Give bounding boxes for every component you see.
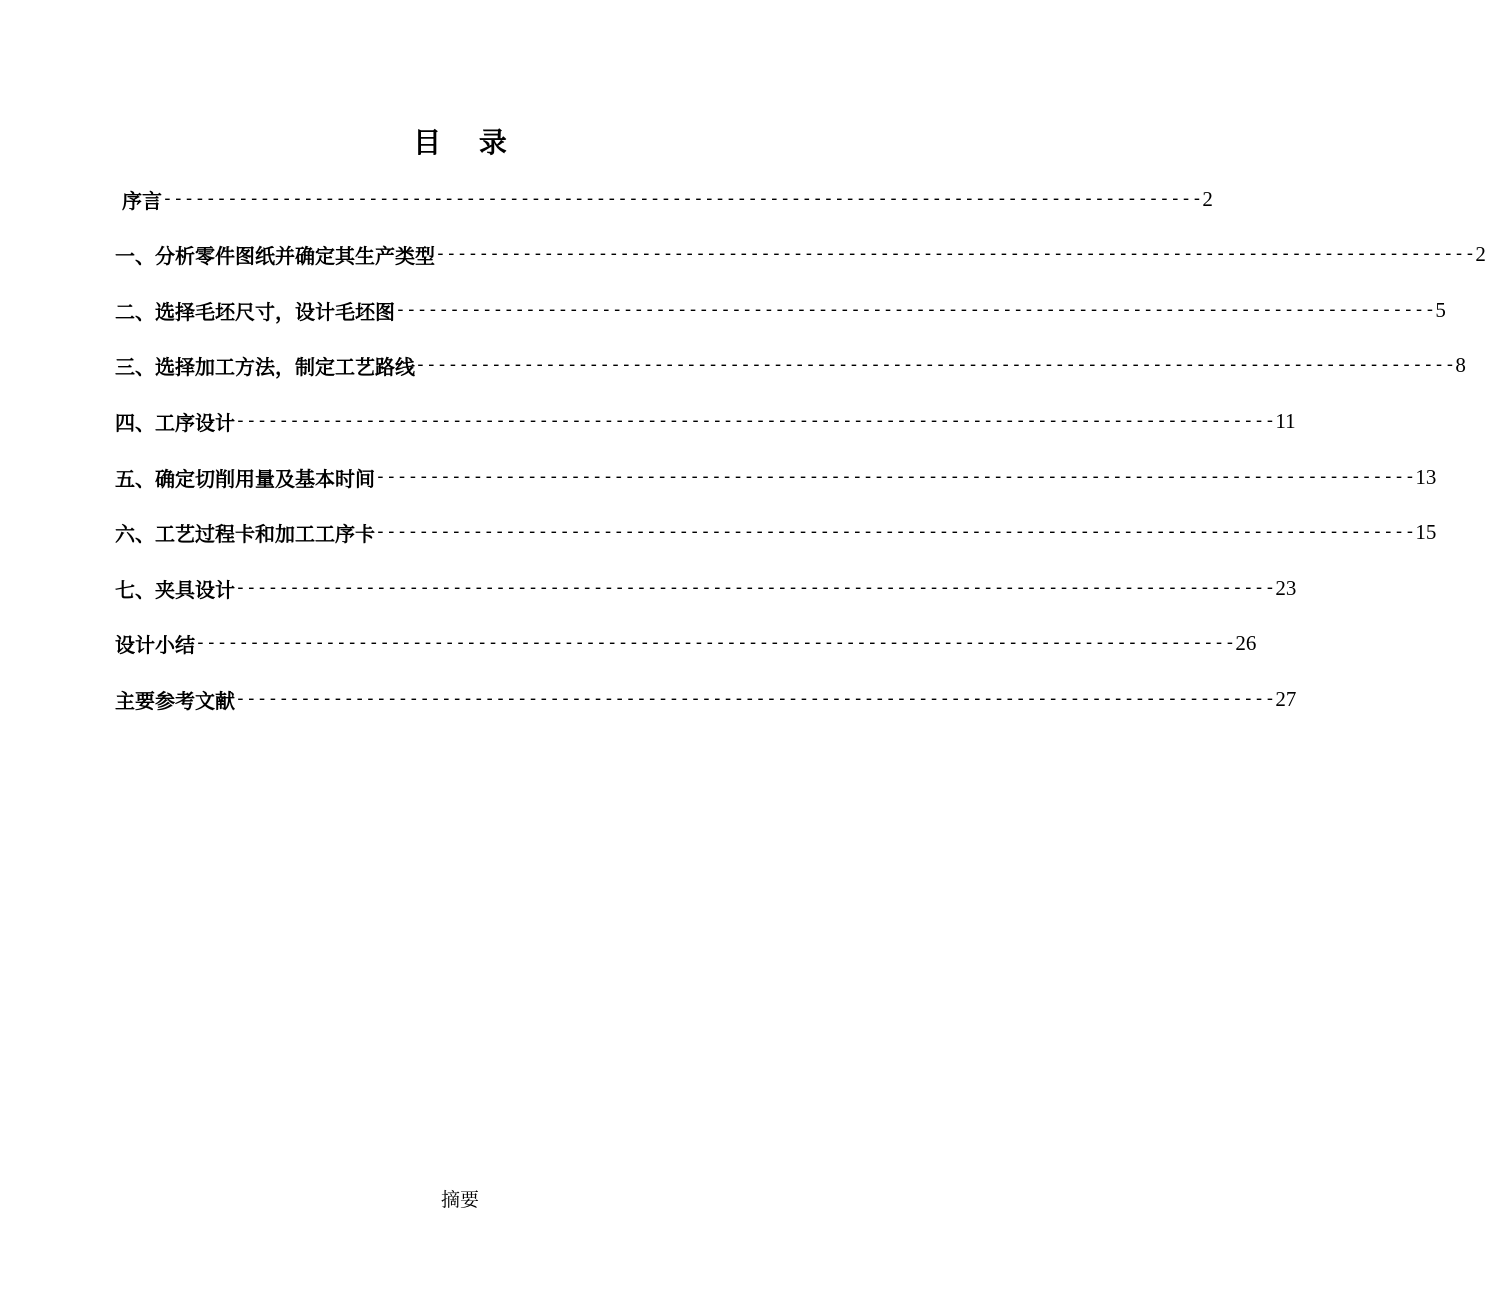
toc-leader-dashes: ------------------------------------------------------------------------------------------------: [235, 577, 1276, 598]
toc-entry-4[interactable]: [115, 404, 1296, 438]
toc-leader-dashes: ------------------------------------------------------------------------------------------------: [375, 521, 1416, 542]
toc-entry-label: 序言: [122, 188, 162, 213]
toc-entry-6[interactable]: [115, 515, 1437, 549]
toc-leader-dashes: ------------------------------------------------------------------------------------------------: [195, 632, 1236, 653]
toc-entry-3[interactable]: [115, 348, 1466, 382]
toc-entry-label: 七、夹具设计: [115, 577, 235, 602]
toc-entry-label: 六、工艺过程卡和加工工序卡: [115, 521, 375, 546]
toc-leader-dashes: ------------------------------------------------------------------------------------------------: [162, 188, 1203, 209]
toc-leader-dashes: ------------------------------------------------------------------------------------------------: [435, 243, 1476, 264]
toc-entry-preface[interactable]: [122, 182, 1213, 216]
toc-leader-dashes: ------------------------------------------------------------------------------------------------: [235, 688, 1276, 709]
toc-entry-2[interactable]: [115, 293, 1446, 327]
toc-entry-page: 5: [1435, 297, 1446, 322]
page-footer: 摘要: [440, 1189, 479, 1211]
toc-entry-references[interactable]: [115, 682, 1297, 716]
toc-entry-page: 11: [1275, 408, 1296, 433]
toc-entry-label: 五、确定切削用量及基本时间: [115, 466, 375, 491]
toc-leader-dashes: ------------------------------------------------------------------------------------------------: [375, 466, 1416, 487]
toc-leader-dashes: ------------------------------------------------------------------------------------------------: [395, 299, 1436, 320]
toc-entry-page: 2: [1202, 186, 1213, 211]
toc-entry-page: 8: [1455, 352, 1466, 377]
toc-entry-label: 设计小结: [115, 632, 195, 657]
toc-entry-label: 主要参考文献: [115, 688, 235, 713]
toc-entry-page: 27: [1275, 686, 1297, 711]
toc-entry-label: 一、分析零件图纸并确定其生产类型: [115, 243, 435, 268]
toc-entry-label: 二、选择毛坯尺寸，设计毛坯图: [115, 299, 395, 324]
toc-title: 目 录: [413, 126, 521, 159]
toc-entry-label: 四、工序设计: [115, 410, 235, 435]
toc-entry-5[interactable]: [115, 460, 1437, 494]
toc-entry-page: 26: [1235, 630, 1257, 655]
toc-entry-1[interactable]: [115, 237, 1486, 271]
toc-entry-summary[interactable]: [115, 626, 1257, 660]
toc-entry-page: 2: [1475, 241, 1486, 266]
toc-entry-7[interactable]: [115, 571, 1297, 605]
toc-entry-label: 三、选择加工方法，制定工艺路线: [115, 354, 415, 379]
toc-leader-dashes: ------------------------------------------------------------------------------------------------: [235, 410, 1276, 431]
toc-entry-page: 23: [1275, 575, 1297, 600]
toc-entry-page: 13: [1415, 464, 1437, 489]
toc-leader-dashes: ------------------------------------------------------------------------------------------------: [415, 354, 1456, 375]
toc-entry-page: 15: [1415, 519, 1437, 544]
